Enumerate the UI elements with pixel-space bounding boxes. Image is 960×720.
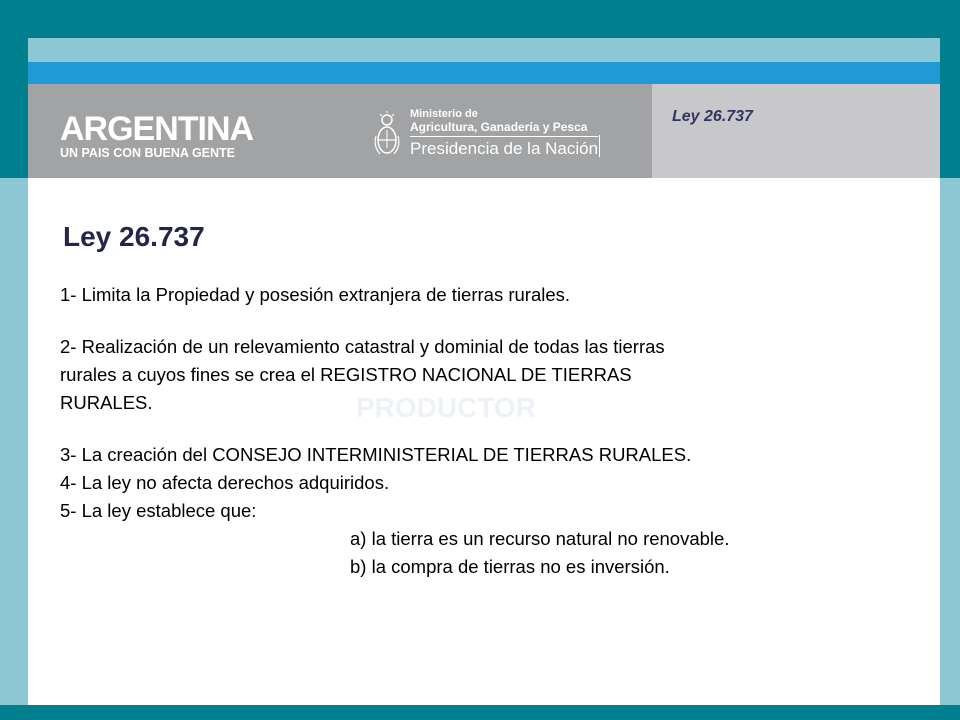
logo-main-text: ARGENTINA bbox=[60, 110, 254, 148]
ministry-divider bbox=[599, 135, 600, 157]
coat-of-arms-icon bbox=[372, 110, 402, 160]
ministry-logo bbox=[410, 108, 598, 159]
slide-content bbox=[60, 281, 940, 581]
item-4: 4- La ley no afecta derechos adquiridos. bbox=[60, 472, 390, 493]
bottom-strip bbox=[0, 705, 960, 720]
item-2-line-1: 2- Realización de un relevamiento catastral y dominial de todas las tierras bbox=[60, 336, 665, 357]
header-tag-box bbox=[652, 84, 940, 178]
logo-tagline: UN PAIS CON BUENA GENTE bbox=[60, 146, 236, 160]
item-3: 3- La creación del CONSEJO INTERMINISTERIAL DE TIERRAS RURALES. bbox=[60, 444, 692, 465]
item-5: 5- La ley establece que: bbox=[60, 500, 257, 521]
item-2-line-2: rurales a cuyos fines se crea el REGISTRO NACIONAL DE TIERRAS bbox=[60, 364, 632, 385]
item-1: 1- Limita la Propiedad y posesión extranjera de tierras rurales. bbox=[60, 284, 571, 305]
item-5a: a) la tierra es un recurso natural no renovable. bbox=[350, 528, 730, 549]
item-5b: b) la compra de tierras no es inversión. bbox=[350, 556, 670, 577]
slide-title: Ley 26.737 bbox=[63, 221, 205, 252]
header-law-tag: Ley 26.737 bbox=[672, 108, 753, 125]
argentina-logo bbox=[60, 112, 260, 160]
watermark-text: PRODUCTOR bbox=[356, 392, 536, 423]
top-frame-light bbox=[28, 38, 940, 64]
ministry-line-1: Ministerio de bbox=[410, 108, 478, 120]
ministry-line-3: Presidencia de la Nación bbox=[410, 136, 598, 159]
blue-band bbox=[28, 62, 940, 84]
ministry-line-2: Agricultura, Ganadería y Pesca bbox=[410, 120, 588, 134]
item-2-line-3: RURALES. bbox=[60, 392, 153, 413]
